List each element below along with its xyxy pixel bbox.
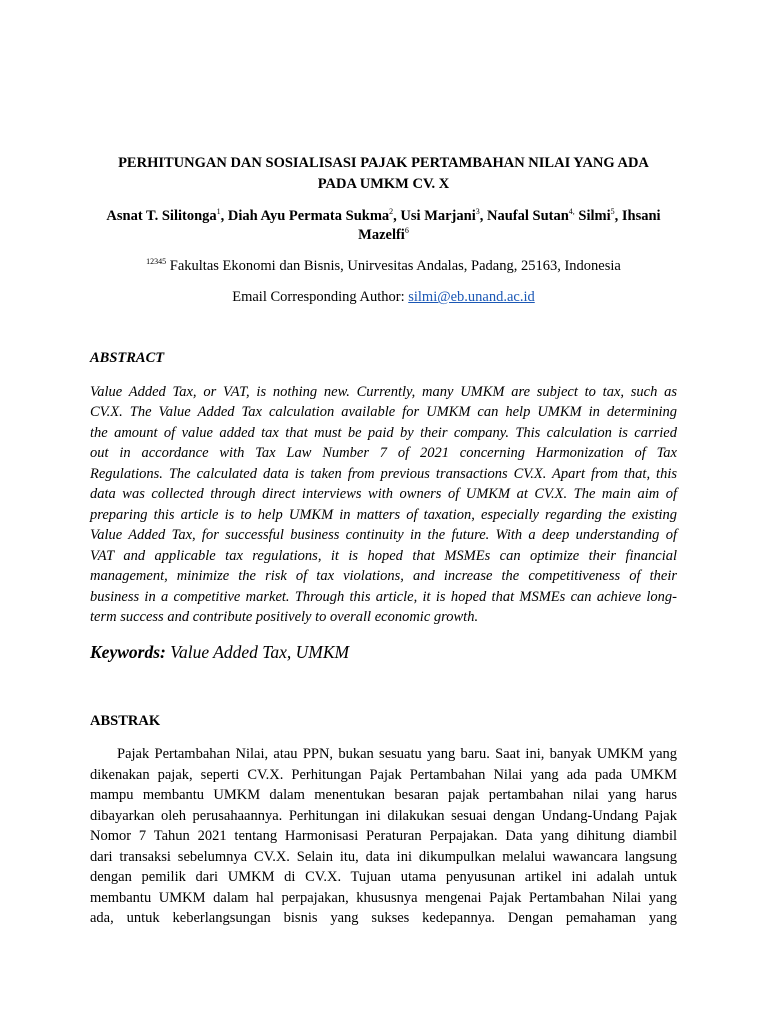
author-affiliation-number: 6 <box>404 226 409 236</box>
title-line-1: PERHITUNGAN DAN SOSIALISASI PAJAK PERTAMBAHAN NILAI YANG ADA <box>118 155 649 171</box>
corresponding-email <box>90 287 677 307</box>
abstrak-body <box>90 744 677 929</box>
keywords-label: Keywords: <box>90 642 166 662</box>
abstrak-line: dengan pemilik dari UMKM di CV.X. Tujuan utama penyusunan artikel ini adalah untuk <box>90 869 677 885</box>
author-affiliation-number: 3 <box>475 207 480 217</box>
abstrak-line: Pajak Pertambahan Nilai, atau PPN, bukan sesuatu yang baru. Saat ini, banyak UMKM yang <box>117 746 677 762</box>
author-line-2 <box>90 226 677 245</box>
author-name: , Naufal Sutan <box>479 208 569 224</box>
affiliation <box>90 256 677 276</box>
abstrak-line: dari transaksi sebelumnya CV.X. Selain itu, data ini dikumpulkan melalui wawancara langsung <box>90 848 677 865</box>
abstrak-line: Nomor 7 Tahun 2021 tentang Harmonisasi Peraturan Perpajakan. Data yang dihitung diambil <box>90 828 677 844</box>
author-affiliation-number: 4, <box>568 207 575 217</box>
abstract-line: preparing this article is to help UMKM in matters of taxation, especially regarding the existing <box>90 506 677 523</box>
author-line-1 <box>90 207 677 226</box>
abstract-line: management, minimize the risk of tax violations, and increase the competitiveness of their <box>90 568 677 585</box>
abstract-line: VAT and applicable tax regulations, it is hoped that MSMEs can optimize their financial <box>90 547 677 564</box>
abstrak-line: dibayarkan oleh perusahaannya. Perhitungan ini dilakukan sesuai dengan Undang-Undang Pajak <box>90 807 677 824</box>
author-list <box>90 207 677 245</box>
abstract-line: term success and contribute positively to overall economic growth. <box>90 608 479 625</box>
affiliation-text: Fakultas Ekonomi dan Bisnis, Unirvesitas Andalas, Padang, 25163, Indonesia <box>166 258 621 274</box>
abstract-line: CV.X. The Value Added Tax calculation available for UMKM can help UMKM in determining <box>90 404 677 421</box>
abstract-body <box>90 382 677 627</box>
abstract-line: business in a competitive market. Through this article, it is hoped that MSMEs can achieve long- <box>90 588 677 605</box>
abstrak-line: ada, untuk keberlangsungan bisnis yang sukses kedepannya. Dengan pemahaman yang <box>90 910 677 926</box>
abstract-line: data was collected through direct interviews with owners of UMKM at CV.X. The main aim of <box>90 486 677 503</box>
author-name: , Ihsani <box>614 208 661 224</box>
abstract-line: Value Added Tax, or VAT, is nothing new. Currently, many UMKM are subject to tax, such as <box>90 384 677 400</box>
abstract-line: the amount of value added tax that must be paid by their company. This calculation is carried <box>90 424 677 441</box>
author-name: Mazelfi <box>358 227 405 243</box>
author-name: , Diah Ayu Permata Sukma <box>220 208 390 224</box>
keywords <box>90 640 349 664</box>
abstract-line: out in accordance with Tax Law Number 7 of 2021 concerning Harmonization of Tax <box>90 445 677 462</box>
author-affiliation-number: 1 <box>216 207 221 217</box>
abstract-line: Regulations. The calculated data is taken from previous transactions CV.X. Apart from that, this <box>90 465 677 482</box>
paper-title <box>90 153 677 195</box>
abstrak-heading: ABSTRAK <box>90 713 161 729</box>
abstract-heading: ABSTRACT <box>90 350 165 366</box>
author-affiliation-number: 2 <box>389 207 394 217</box>
keywords-value: Value Added Tax, UMKM <box>165 642 350 662</box>
email-link[interactable]: silmi@eb.unand.ac.id <box>408 289 535 305</box>
author-name: , Usi Marjani <box>393 208 476 224</box>
title-line-2: PADA UMKM CV. X <box>317 176 450 192</box>
affiliation-numbers: 12345 <box>146 257 167 267</box>
abstract-line: Value Added Tax, for successful business continuity in the future. With a deep understanding of <box>90 527 677 544</box>
email-label: Email Corresponding Author: <box>232 289 409 305</box>
author-name: Silmi <box>574 208 611 224</box>
abstrak-line: mampu membantu UMKM dalam menentukan besaran pajak pertambahan nilai yang harus <box>90 787 677 803</box>
author-affiliation-number: 5 <box>610 207 615 217</box>
abstrak-line: dikenakan pajak, seperti CV.X. Perhitungan Pajak Pertambahan Nilai yang ada pada UMKM <box>90 766 677 783</box>
abstrak-line: membantu UMKM dalam hal perpajakan, khususnya mengenai Pajak Pertambahan Nilai yang <box>90 889 677 906</box>
paper-page <box>90 0 677 1024</box>
author-name: Asnat T. Silitonga <box>106 208 217 224</box>
